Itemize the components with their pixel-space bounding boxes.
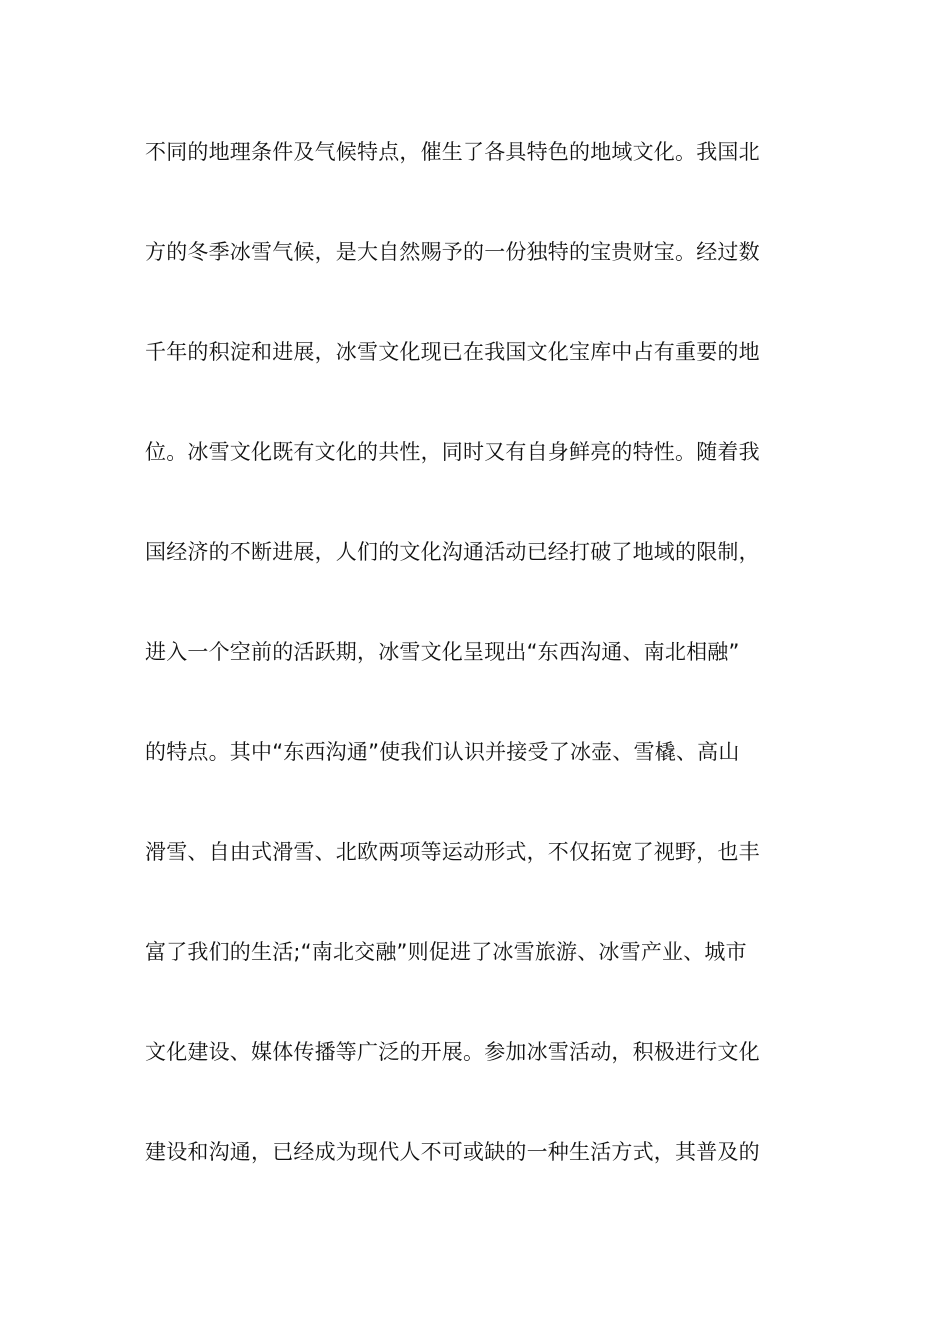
text-line: 千年的积淀和进展，冰雪文化现已在我国文化宝库中占有重要的地 [145,340,760,364]
text-line: 方的冬季冰雪气候，是大自然赐予的一份独特的宝贵财宝。经过数 [145,240,760,264]
text-line: 位。冰雪文化既有文化的共性，同时又有自身鲜亮的特性。随着我 [145,440,760,464]
text-line: 富了我们的生活;“南北交融”则促进了冰雪旅游、冰雪产业、城市 [145,940,747,964]
text-line: 进入一个空前的活跃期，冰雪文化呈现出“东西沟通、南北相融” [145,640,740,664]
text-line: 文化建设、媒体传播等广泛的开展。参加冰雪活动，积极进行文化 [145,1040,760,1064]
text-line: 建设和沟通，已经成为现代人不可或缺的一种生活方式，其普及的 [145,1140,760,1164]
text-line: 的特点。其中“东西沟通”使我们认识并接受了冰壶、雪橇、高山 [145,740,740,764]
text-line: 不同的地理条件及气候特点，催生了各具特色的地域文化。我国北 [145,140,760,164]
body-paragraph [145,128,825,1228]
text-line: 国经济的不断进展，人们的文化沟通活动已经打破了地域的限制， [145,540,760,564]
text-line: 滑雪、自由式滑雪、北欧两项等运动形式，不仅拓宽了视野，也丰 [145,840,760,864]
